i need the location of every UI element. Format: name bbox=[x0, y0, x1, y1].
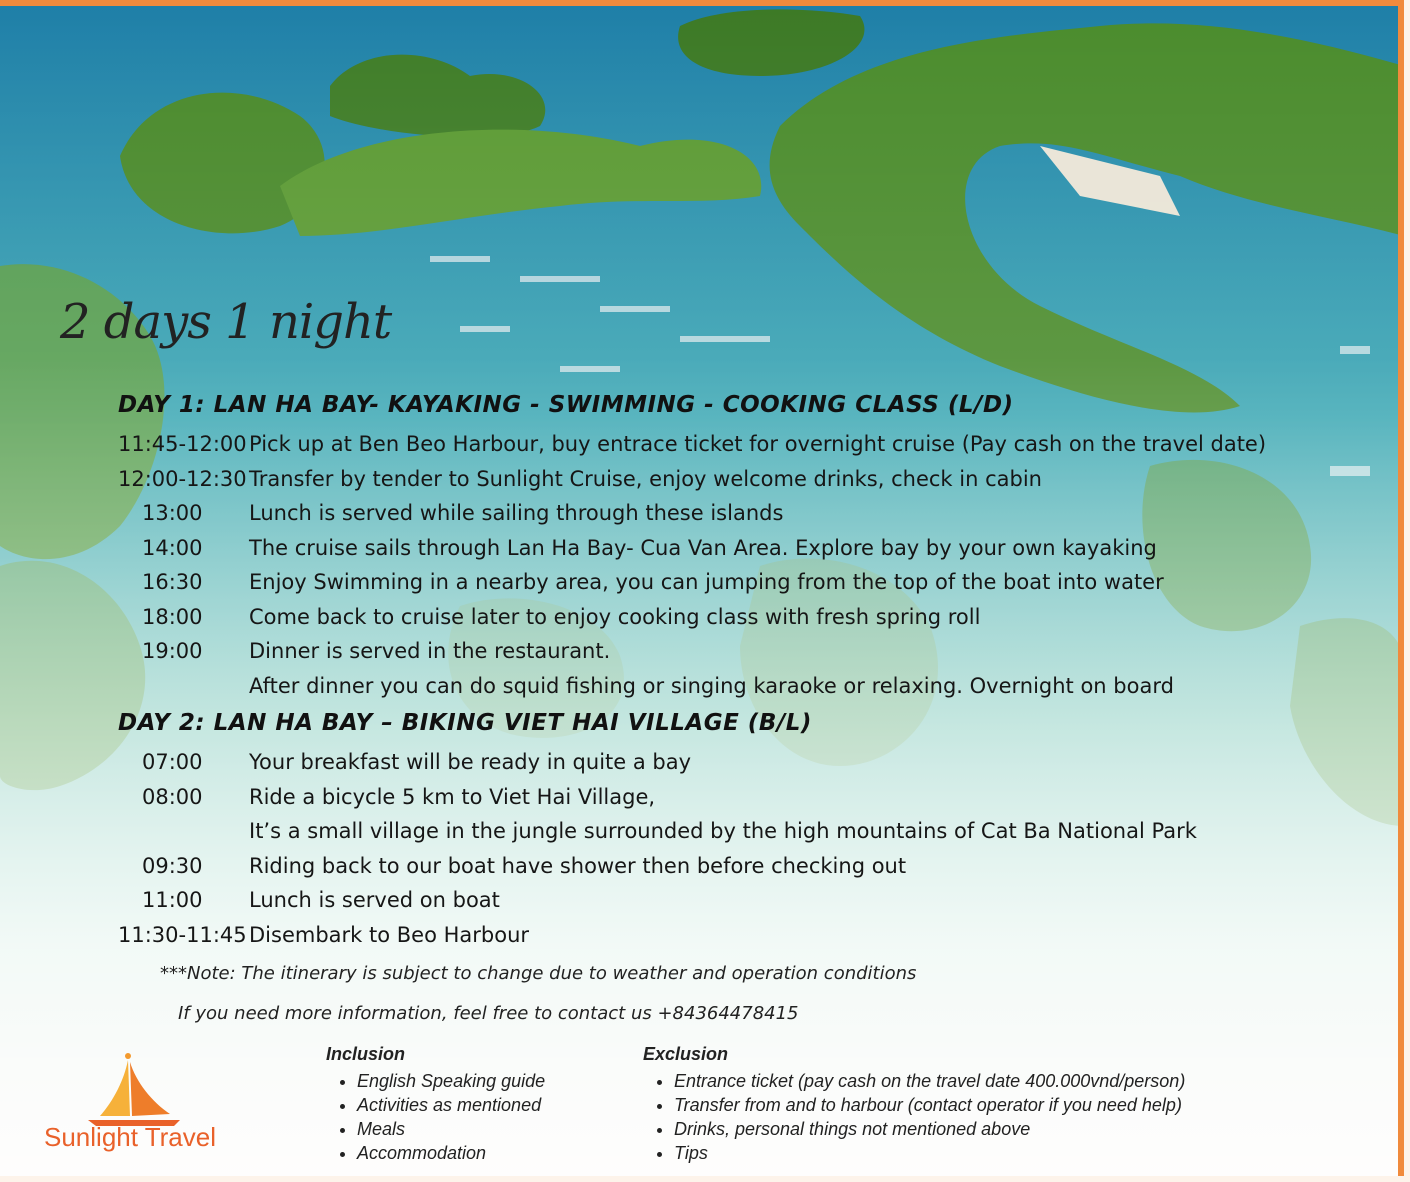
contact-info: If you need more information, feel free to contact us +84364478415 bbox=[178, 1003, 799, 1024]
list-item: • Activities as mentioned bbox=[357, 1093, 545, 1117]
itinerary-desc: Lunch is served on boat bbox=[249, 888, 500, 912]
day1-heading: DAY 1: LAN HA BAY- KAYAKING - SWIMMING - COOKING CLASS (L/D) bbox=[118, 392, 1014, 418]
itinerary-desc: Come back to cruise later to enjoy cooking class with fresh spring roll bbox=[249, 605, 981, 629]
itinerary-desc: Ride a bicycle 5 km to Viet Hai Village, bbox=[249, 785, 656, 809]
list-item: • Accommodation bbox=[357, 1141, 545, 1165]
brand-logo bbox=[40, 1050, 270, 1160]
brand-name: Sunlight Travel bbox=[44, 1122, 216, 1152]
itinerary-time: 11:30-11:45 bbox=[118, 923, 247, 947]
list-item: • Meals bbox=[357, 1117, 545, 1141]
itinerary-desc: The cruise sails through Lan Ha Bay- Cua Van Area. Explore bay by your own kayaking bbox=[249, 536, 1157, 560]
itinerary-time: 08:00 bbox=[142, 785, 203, 809]
itinerary-time: 09:30 bbox=[142, 854, 203, 878]
itinerary-time: 11:00 bbox=[142, 888, 203, 912]
itinerary-time: 11:45-12:00 bbox=[118, 432, 247, 456]
itinerary-time: 07:00 bbox=[142, 750, 203, 774]
itinerary-time: 12:00-12:30 bbox=[118, 467, 247, 491]
itinerary-desc: Transfer by tender to Sunlight Cruise, enjoy welcome drinks, check in cabin bbox=[249, 467, 1042, 491]
itinerary-time: 13:00 bbox=[142, 501, 203, 525]
sail-logo-icon bbox=[40, 1050, 270, 1130]
itinerary-desc: Your breakfast will be ready in quite a bay bbox=[249, 750, 692, 774]
list-item: • Entrance ticket (pay cash on the travel date 400.000vnd/person) bbox=[674, 1069, 1185, 1093]
itinerary-time: 16:30 bbox=[142, 570, 203, 594]
page-title: 2 days 1 night bbox=[60, 294, 392, 350]
list-item: • Tips bbox=[674, 1141, 1185, 1165]
itinerary-desc: Enjoy Swimming in a nearby area, you can jumping from the top of the boat into water bbox=[249, 570, 1164, 594]
itinerary-note: ***Note: The itinerary is subject to change due to weather and operation conditions bbox=[160, 963, 917, 984]
itinerary-desc: Disembark to Beo Harbour bbox=[249, 923, 530, 947]
itinerary-desc: Pick up at Ben Beo Harbour, buy entrace ticket for overnight cruise (Pay cash on the travel date) bbox=[249, 432, 1267, 456]
itinerary-desc: After dinner you can do squid fishing or singing karaoke or relaxing. Overnight on board bbox=[249, 674, 1174, 698]
list-item: • English Speaking guide bbox=[357, 1069, 545, 1093]
itinerary-time: 19:00 bbox=[142, 639, 203, 663]
itinerary-time: 14:00 bbox=[142, 536, 203, 560]
day2-heading: DAY 2: LAN HA BAY – BIKING VIET HAI VILLAGE (B/L) bbox=[118, 710, 812, 736]
itinerary-desc: Lunch is served while sailing through these islands bbox=[249, 501, 784, 525]
exclusion-heading: Exclusion bbox=[643, 1044, 729, 1064]
inclusion-heading: Inclusion bbox=[326, 1044, 406, 1064]
list-item: • Transfer from and to harbour (contact operator if you need help) bbox=[674, 1093, 1185, 1117]
itinerary-desc: Dinner is served in the restaurant. bbox=[249, 639, 611, 663]
list-item: • Drinks, personal things not mentioned above bbox=[674, 1117, 1185, 1141]
itinerary-time: 18:00 bbox=[142, 605, 203, 629]
itinerary-desc: Riding back to our boat have shower then before checking out bbox=[249, 854, 907, 878]
exclusion-list bbox=[643, 1044, 1185, 1165]
inclusion-list bbox=[326, 1044, 545, 1165]
itinerary-desc: It’s a small village in the jungle surrounded by the high mountains of Cat Ba National Park bbox=[249, 819, 1197, 843]
